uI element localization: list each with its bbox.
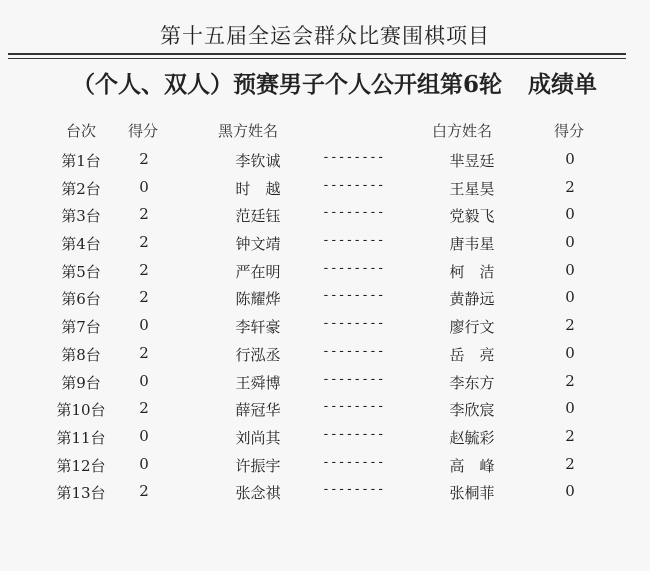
black-score: 2: [139, 150, 149, 168]
table-row: [0, 175, 650, 203]
table-number: 第9台: [61, 373, 101, 392]
black-player-name: 陈耀烨: [235, 290, 281, 309]
table-row: [0, 147, 650, 175]
white-player-name: 柯 洁: [449, 262, 495, 281]
black-score: 2: [139, 205, 149, 224]
white-score: 0: [565, 343, 575, 362]
versus-separator: --------: [322, 260, 385, 276]
black-player-name: 王舜博: [235, 373, 281, 392]
column-header-white-name: 白方姓名: [432, 122, 493, 140]
versus-separator: --------: [322, 426, 385, 442]
white-score: 2: [565, 316, 575, 335]
table-row: [0, 202, 650, 230]
black-score: 0: [139, 426, 149, 445]
versus-separator: --------: [322, 454, 385, 470]
white-player-name: 张桐菲: [449, 484, 495, 503]
black-player-name: 刘尚其: [235, 428, 281, 447]
white-score: 0: [565, 205, 575, 224]
black-player-name: 李钦诚: [235, 152, 281, 170]
table-number: 第13台: [56, 484, 106, 503]
black-player-name: 张念祺: [235, 484, 281, 503]
white-score: 0: [565, 288, 575, 307]
white-player-name: 唐韦星: [449, 235, 495, 254]
white-player-name: 赵毓彩: [449, 428, 495, 447]
versus-separator: --------: [322, 399, 385, 415]
white-score: 0: [565, 399, 575, 418]
versus-separator: --------: [322, 482, 385, 498]
result-label: 成绩单: [528, 71, 598, 98]
table-number: 第2台: [61, 179, 101, 198]
black-score: 0: [139, 177, 149, 196]
table-row: [0, 285, 650, 313]
table-number: 第3台: [61, 207, 101, 226]
white-score: 0: [565, 150, 575, 168]
versus-separator: --------: [322, 233, 385, 249]
results-table: [0, 147, 650, 507]
black-player-name: 钟文靖: [235, 235, 281, 254]
table-row: [0, 396, 650, 424]
table-number: 第8台: [61, 345, 101, 364]
table-row: [0, 452, 650, 480]
table-row: [0, 369, 650, 397]
versus-separator: --------: [322, 343, 385, 359]
document-title: 第十五届全运会群众比赛围棋项目: [160, 24, 490, 48]
black-score: 2: [139, 233, 149, 252]
black-score: 2: [139, 343, 149, 362]
black-score: 0: [139, 454, 149, 473]
black-player-name: 李轩豪: [235, 318, 281, 337]
table-number: 第6台: [61, 290, 101, 309]
versus-separator: --------: [322, 205, 385, 221]
table-row: [0, 424, 650, 452]
table-number: 第7台: [61, 318, 101, 337]
black-player-name: 许振宇: [235, 456, 281, 475]
black-score: 2: [139, 260, 149, 279]
white-score: 2: [565, 426, 575, 445]
black-player-name: 行泓丞: [235, 345, 281, 364]
black-player-name: 薛冠华: [235, 401, 281, 420]
black-player-name: 时 越: [235, 179, 281, 198]
table-row: [0, 479, 650, 507]
white-score: 0: [565, 260, 575, 279]
black-player-name: 严在明: [235, 262, 281, 281]
versus-separator: --------: [322, 371, 385, 387]
black-score: 2: [139, 399, 149, 418]
white-player-name: 党毅飞: [449, 207, 495, 226]
column-header-black-score: 得分: [128, 122, 159, 140]
versus-separator: --------: [322, 316, 385, 332]
table-row: [0, 258, 650, 286]
table-number: 第11台: [56, 428, 106, 447]
versus-separator: --------: [322, 150, 385, 165]
white-score: 2: [565, 177, 575, 196]
white-player-name: 岳 亮: [449, 345, 495, 364]
white-player-name: 李欣宸: [449, 401, 495, 420]
table-number: 第12台: [56, 456, 106, 475]
white-player-name: 王星昊: [449, 179, 495, 198]
black-player-name: 范廷钰: [235, 207, 281, 226]
black-score: 2: [139, 288, 149, 307]
white-score: 2: [565, 454, 575, 473]
white-player-name: 李东方: [449, 373, 495, 392]
versus-separator: --------: [322, 288, 385, 304]
table-row: [0, 341, 650, 369]
white-score: 2: [565, 371, 575, 390]
black-score: 2: [139, 482, 149, 501]
white-player-name: 廖行文: [449, 318, 495, 337]
versus-separator: --------: [322, 177, 385, 193]
title-rule-thick: [8, 53, 626, 55]
column-header-black-name: 黑方姓名: [218, 122, 279, 140]
column-header-white-score: 得分: [554, 122, 585, 140]
table-row: [0, 313, 650, 341]
document-subtitle: [72, 66, 597, 99]
table-row: [0, 230, 650, 258]
column-header-table: 台次: [66, 122, 97, 140]
title-rule-thin: [8, 58, 626, 59]
white-player-name: 高 峰: [449, 456, 495, 475]
table-number: 第5台: [61, 262, 101, 281]
white-score: 0: [565, 233, 575, 252]
table-number: 第1台: [61, 152, 101, 170]
white-score: 0: [565, 482, 575, 501]
white-player-name: 芈昱廷: [449, 152, 495, 170]
black-score: 0: [139, 371, 149, 390]
subtitle-text: （个人、双人）预赛男子个人公开组第6轮: [72, 71, 503, 98]
table-number: 第10台: [56, 401, 106, 420]
table-number: 第4台: [61, 235, 101, 254]
white-player-name: 黄静远: [449, 290, 495, 309]
black-score: 0: [139, 316, 149, 335]
